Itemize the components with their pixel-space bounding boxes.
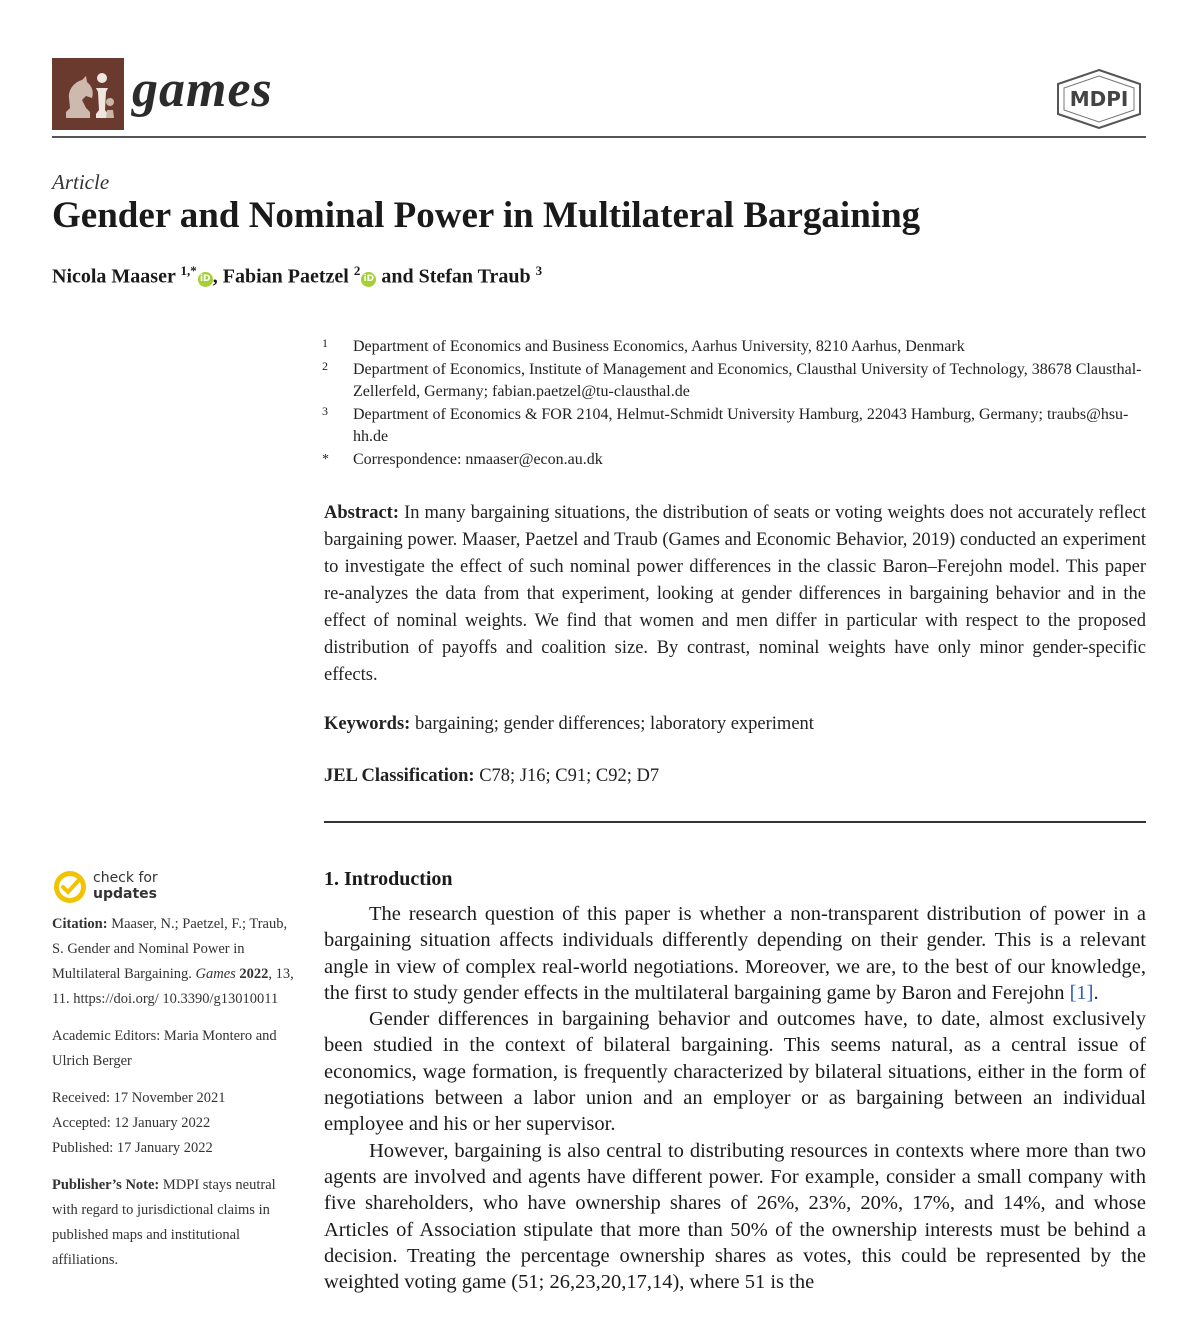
check-for-updates-button[interactable]: [52, 868, 192, 908]
citation-text: Maaser, N.; Paetzel, F.; Traub, S. Gender and Nominal Power in Multilateral Bargaining.: [52, 916, 288, 982]
author-affiliation-mark: 3: [535, 263, 543, 278]
publisher-note: [52, 1173, 302, 1273]
chess-pieces-icon: [52, 58, 124, 130]
article-type: Article: [52, 170, 110, 194]
orcid-icon[interactable]: iD: [361, 272, 376, 287]
keywords-text: bargaining; gender differences; laboratory experiment: [414, 714, 814, 734]
author-separator: and: [376, 265, 419, 288]
header-divider: [52, 136, 1146, 138]
citation-journal: Games: [195, 966, 236, 982]
citation: [52, 912, 302, 1012]
affiliation-text: Correspondence: nmaaser@econ.au.dk: [353, 450, 603, 468]
abstract: [324, 500, 1146, 689]
check-updates-line1: check for: [93, 870, 158, 886]
section-heading: 1. Introduction: [324, 868, 453, 890]
orcid-icon[interactable]: iD: [198, 272, 213, 287]
affiliation-item: [322, 359, 1152, 404]
affiliation-mark: 1: [322, 336, 328, 350]
paragraph-1-text: The research question of this paper is whether a non-transparent distribution of power in a bargaining situation affects individuals differently depending on their gender. This is a relevant angle in view of complex real-world negotiations. Moreover, we are, to the best of our knowledge, the first to study gender effects in the multilateral bargaining game by Baron and Ferejohn: [324, 903, 1146, 1004]
author-affiliation-mark: 1,*: [180, 263, 197, 278]
affiliation-item: [322, 449, 1152, 472]
check-updates-icon: [52, 869, 88, 905]
author-separator: ,: [212, 265, 223, 288]
author-list: [52, 263, 542, 289]
paragraph-3: However, bargaining is also central to distributing resources in contexts where more than two agents are involved and agents have different power. For example, consider a small company with five shareholders, who have ownership shares of 26%, 23%, 20%, 17%, and 14%, and whose Articles of Association stipulate that more than 50% of the ownership interests must be behind a decision. Treating the percentage ownership shares as votes, this could be represented by the weighted voting game (51; 26,23,20,17,14), where 51 is the: [324, 1139, 1146, 1294]
abstract-label: Abstract:: [324, 503, 400, 523]
citation-rest[interactable]: , 13, 11. https://doi.org/ 10.3390/g13010011: [52, 966, 294, 1007]
academic-editors: Academic Editors: Maria Montero and Ulrich Berger: [52, 1028, 277, 1069]
jel-label: JEL Classification:: [324, 766, 475, 786]
author-name: Fabian Paetzel: [222, 265, 349, 288]
affiliation-text: Department of Economics and Business Economics, Aarhus University, 8210 Aarhus, Denmark: [353, 338, 965, 355]
paragraph-1-end: .: [1093, 981, 1099, 1004]
introduction-body: [324, 901, 1146, 1295]
keywords-label: Keywords:: [324, 714, 411, 734]
affiliation-text: Department of Economics, Institute of Management and Economics, Clausthal University of Technology, 38678 Clausthal-Zellerfeld, Germany; fabian.paetzel@tu-clausthal.de: [353, 360, 1142, 400]
publisher-note-text: MDPI stays neutral with regard to jurisdictional claims in published maps and institutional affiliations.: [52, 1177, 276, 1268]
affiliation-mark: 2: [322, 358, 328, 373]
mdpi-logo: [1052, 68, 1146, 130]
mdpi-text: MDPI: [1069, 87, 1129, 111]
abstract-divider: [324, 821, 1146, 823]
jel-text: C78; J16; C91; C92; D7: [479, 766, 660, 786]
mdpi-hexagon-icon: [1052, 68, 1146, 130]
affiliation-item: [322, 336, 1152, 359]
publisher-note-label: Publisher’s Note:: [52, 1177, 160, 1193]
affiliation-mark: *: [322, 451, 329, 467]
journal-logo: [52, 58, 124, 130]
check-updates-line2: updates: [93, 886, 157, 902]
affiliations: [322, 336, 1152, 471]
affiliation-item: [322, 404, 1152, 449]
citation-year: 2022: [239, 966, 269, 982]
citation-link[interactable]: [1]: [1069, 981, 1094, 1004]
accepted-date: Accepted: 12 January 2022: [52, 1115, 211, 1131]
author-name: Stefan Traub: [418, 265, 531, 288]
paragraph-2: Gender differences in bargaining behavior and outcomes have, to date, almost exclusively been studied in the context of bilateral bargaining. This seems natural, as a central issue of economics, wage formation, is frequently characterized by bilateral situations, either in the form of negotiations between a labor union and an employer or as bargaining between an individual employee and his or her supervisor.: [324, 1008, 1146, 1136]
author-affiliation-mark: 2: [353, 263, 361, 278]
affiliation-mark: 3: [322, 403, 328, 418]
author-name: Nicola Maaser: [52, 265, 176, 288]
jel-classification: [324, 766, 659, 787]
paper-title: Gender and Nominal Power in Multilateral Bargaining: [52, 195, 921, 236]
affiliation-text: Department of Economics & FOR 2104, Helmut-Schmidt University Hamburg, 22043 Hamburg, Germany; traubs@hsu-hh.de: [353, 405, 1129, 445]
keywords: [324, 714, 814, 735]
journal-name: games: [132, 61, 273, 118]
sidebar-info: [52, 912, 302, 1273]
published-date: Published: 17 January 2022: [52, 1140, 213, 1156]
received-date: Received: 17 November 2021: [52, 1090, 226, 1106]
abstract-text: In many bargaining situations, the distribution of seats or voting weights does not accurately reflect bargaining power. Maaser, Paetzel and Traub (Games and Economic Behavior, 2019) conducted an experiment to investigate the effect of such nominal power differences in the classic Baron–Ferejohn model. This paper re-analyzes the data from that experiment, looking at gender differences in bargaining behavior and in the effect of nominal weights. We find that women and men differ in particular with respect to the proposed distribution of payoffs and coalition size. By contrast, nominal weights have only minor gender-specific effects.: [324, 503, 1147, 685]
paragraph: [324, 901, 1146, 1006]
citation-label: Citation:: [52, 916, 108, 932]
